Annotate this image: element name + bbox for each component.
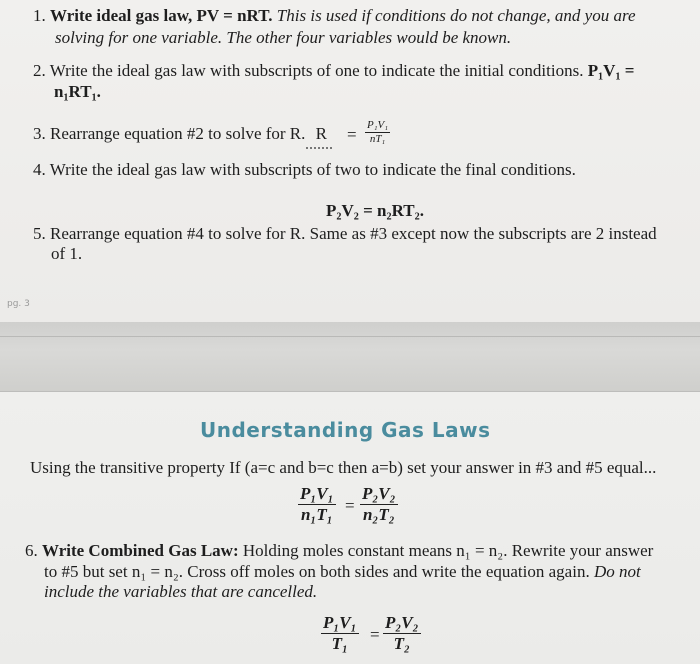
question-4-answer: P₂V₂ = n₂RT₂. — [326, 201, 424, 220]
question-2-line1: 2. Write the ideal gas law with subscripts of one to indicate the initial conditions. P₁V₁ = — [33, 61, 635, 80]
divider — [0, 336, 700, 337]
fraction-denominator: nT₁ — [369, 133, 386, 146]
question-3: 3. Rearrange equation #2 to solve for R. R — [33, 124, 327, 143]
answer-underline — [306, 147, 332, 149]
fraction-numerator: P₂V₂ — [362, 484, 396, 503]
transitive-instruction: Using the transitive property If (a=c and b=c then a=b) set your answer in #3 and #5 equal... — [30, 458, 657, 477]
page-gap — [0, 322, 700, 392]
fraction-denominator: n₁T₁ — [300, 505, 333, 525]
fraction-numerator: P₁V₁ — [323, 613, 357, 632]
fraction-right — [360, 484, 398, 525]
combined-fraction-left — [321, 613, 359, 654]
question-5-line2: of 1. — [51, 244, 83, 263]
equals-sign: = — [345, 496, 355, 515]
question-6-line1: 6. Write Combined Gas Law: Holding moles constant means n₁ = n₂. Rewrite your answer — [25, 541, 654, 560]
fraction-r-equation — [365, 119, 390, 146]
question-1-line2: solving for one variable. The other four variables would be known. — [55, 28, 512, 47]
question-5-line1: 5. Rearrange equation #4 to solve for R. Same as #3 except now the subscripts are 2 instead — [33, 224, 657, 243]
question-1-line1: 1. Write ideal gas law, PV = nRT. This is used if conditions do not change, and you are — [33, 6, 636, 25]
fraction-numerator: P₂V₂ — [385, 613, 419, 632]
combined-fraction-right — [383, 613, 421, 654]
question-2-line2: n₁RT₁. — [54, 82, 101, 101]
page-number: pg. 3 — [7, 299, 30, 309]
fraction-denominator: n₂T₂ — [362, 505, 395, 525]
fraction-numerator: P₁V₁ — [367, 119, 389, 131]
question-6-line3: include the variables that are cancelled. — [44, 582, 318, 601]
fraction-denominator: T₂ — [393, 634, 410, 654]
equals-sign: = — [347, 125, 357, 144]
question-4: 4. Write the ideal gas law with subscripts of two to indicate the final conditions. — [33, 160, 576, 179]
fraction-numerator: P₁V₁ — [300, 484, 334, 503]
fraction-denominator: T₁ — [331, 634, 348, 654]
equals-sign: = — [370, 625, 380, 644]
section-heading: Understanding Gas Laws — [200, 418, 491, 442]
fraction-left — [298, 484, 336, 525]
question-6-line2: to #5 but set n₁ = n₂. Cross off moles on both sides and write the equation again. Do not — [44, 562, 641, 581]
